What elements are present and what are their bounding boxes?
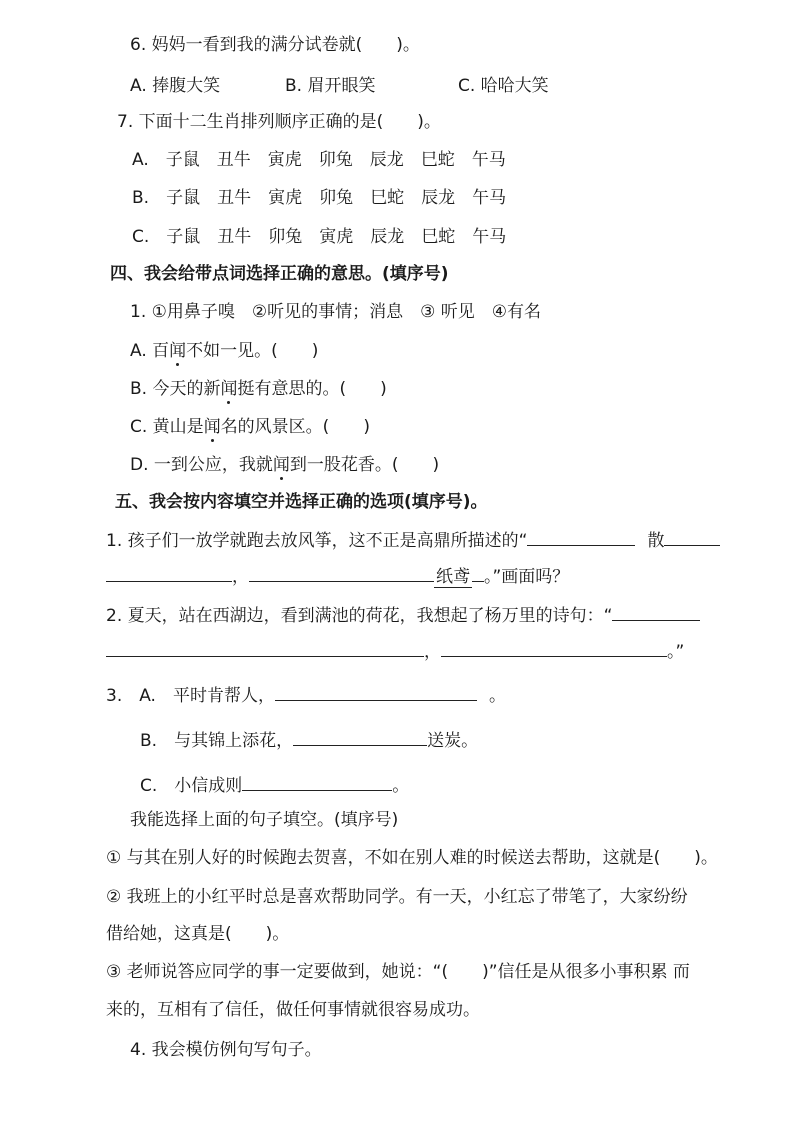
dotted-char: 闻 — [272, 455, 290, 475]
blank[interactable] — [612, 602, 700, 621]
section-4-item-c: C. 黄山是闻名的风景区。( ) — [130, 417, 370, 437]
dotted-char: 闻 — [203, 417, 221, 437]
sec5-q3-sentence-3-line1: ③ 老师说答应同学的事一定要做到，她说：“( )”信任是从很多小事积累 而 — [106, 962, 690, 982]
section-4-meanings: 1. ①用鼻子嗅 ②听见的事情；消息 ③ 听见 ④有名 — [130, 302, 541, 322]
q6-option-c: C. 哈哈大笑 — [458, 76, 549, 96]
q7-option-a: A. 子鼠 丑牛 寅虎 卯兔 辰龙 巳蛇 午马 — [132, 150, 506, 170]
blank[interactable] — [293, 727, 427, 746]
sec5-q3-sentence-2-line1: ② 我班上的小红平时总是喜欢帮助同学。有一天，小红忘了带笔了，大家纷纷 — [106, 887, 688, 907]
section-4-item-a: A. 百闻不如一见。( ) — [130, 341, 319, 361]
q7-option-b: B. 子鼠 丑牛 寅虎 卯兔 巳蛇 辰龙 午马 — [132, 188, 507, 208]
blank[interactable] — [441, 638, 667, 657]
sec5-q3-instruction: 我能选择上面的句子填空。(填序号) — [130, 810, 399, 830]
section-4-item-b: B. 今天的新闻挺有意思的。( ) — [130, 379, 387, 399]
sec5-q1-line1: 1. 孩子们一放学就跑去放风筝，这不正是高鼎所描述的“ 散 — [106, 527, 720, 553]
section-4-item-d: D. 一到公应，我就闻到一股花香。( ) — [130, 455, 440, 475]
sec5-q3-sentence-3-line2: 来的，互相有了信任，做任何事情就很容易成功。 — [106, 1000, 480, 1020]
q6-stem: 6. 妈妈一看到我的满分试卷就( )。 — [130, 35, 420, 55]
q7-stem: 7. 下面十二生肖排列顺序正确的是( )。 — [117, 112, 441, 132]
blank[interactable] — [275, 682, 477, 701]
blank[interactable] — [472, 563, 484, 582]
section-4-title: 四、我会给带点词选择正确的意思。(填序号) — [110, 264, 449, 284]
blank[interactable] — [242, 772, 392, 791]
sec5-q2-line1: 2. 夏天，站在西湖边，看到满池的荷花，我想起了杨万里的诗句：“ — [106, 602, 700, 628]
q6-option-b: B. 眉开眼笑 — [285, 76, 376, 96]
sec5-q3-a: 3. A. 平时肯帮人， 。 — [106, 682, 506, 708]
sec5-q1-line2: ， 纸鸢 。”画面吗？ — [106, 563, 569, 589]
blank[interactable] — [527, 527, 635, 546]
blank[interactable] — [106, 563, 232, 582]
sec5-q2-line2: ， 。” — [106, 638, 684, 664]
q6-option-a: A. 捧腹大笑 — [130, 76, 221, 96]
sec5-q3-sentence-1: ① 与其在别人好的时候跑去贺喜，不如在别人难的时候送去帮助，这就是( )。 — [106, 848, 718, 868]
q7-option-c: C. 子鼠 丑牛 卯兔 寅虎 辰龙 巳蛇 午马 — [132, 227, 507, 247]
blank[interactable] — [249, 563, 434, 582]
blank[interactable] — [106, 638, 424, 657]
dotted-char: 闻 — [220, 379, 238, 399]
dotted-char: 闻 — [169, 341, 187, 361]
sec5-q4: 4. 我会模仿例句写句子。 — [130, 1040, 322, 1060]
underlined-word: 纸鸢 — [436, 567, 470, 587]
sec5-q3-c: C. 小信成则 。 — [140, 772, 409, 798]
blank[interactable] — [664, 527, 720, 546]
section-5-title: 五、我会按内容填空并选择正确的选项(填序号)。 — [115, 492, 488, 512]
sec5-q3-sentence-2-line2: 借给她，这真是( )。 — [106, 924, 290, 944]
sec5-q3-b: B. 与其锦上添花， 送炭。 — [140, 727, 478, 753]
